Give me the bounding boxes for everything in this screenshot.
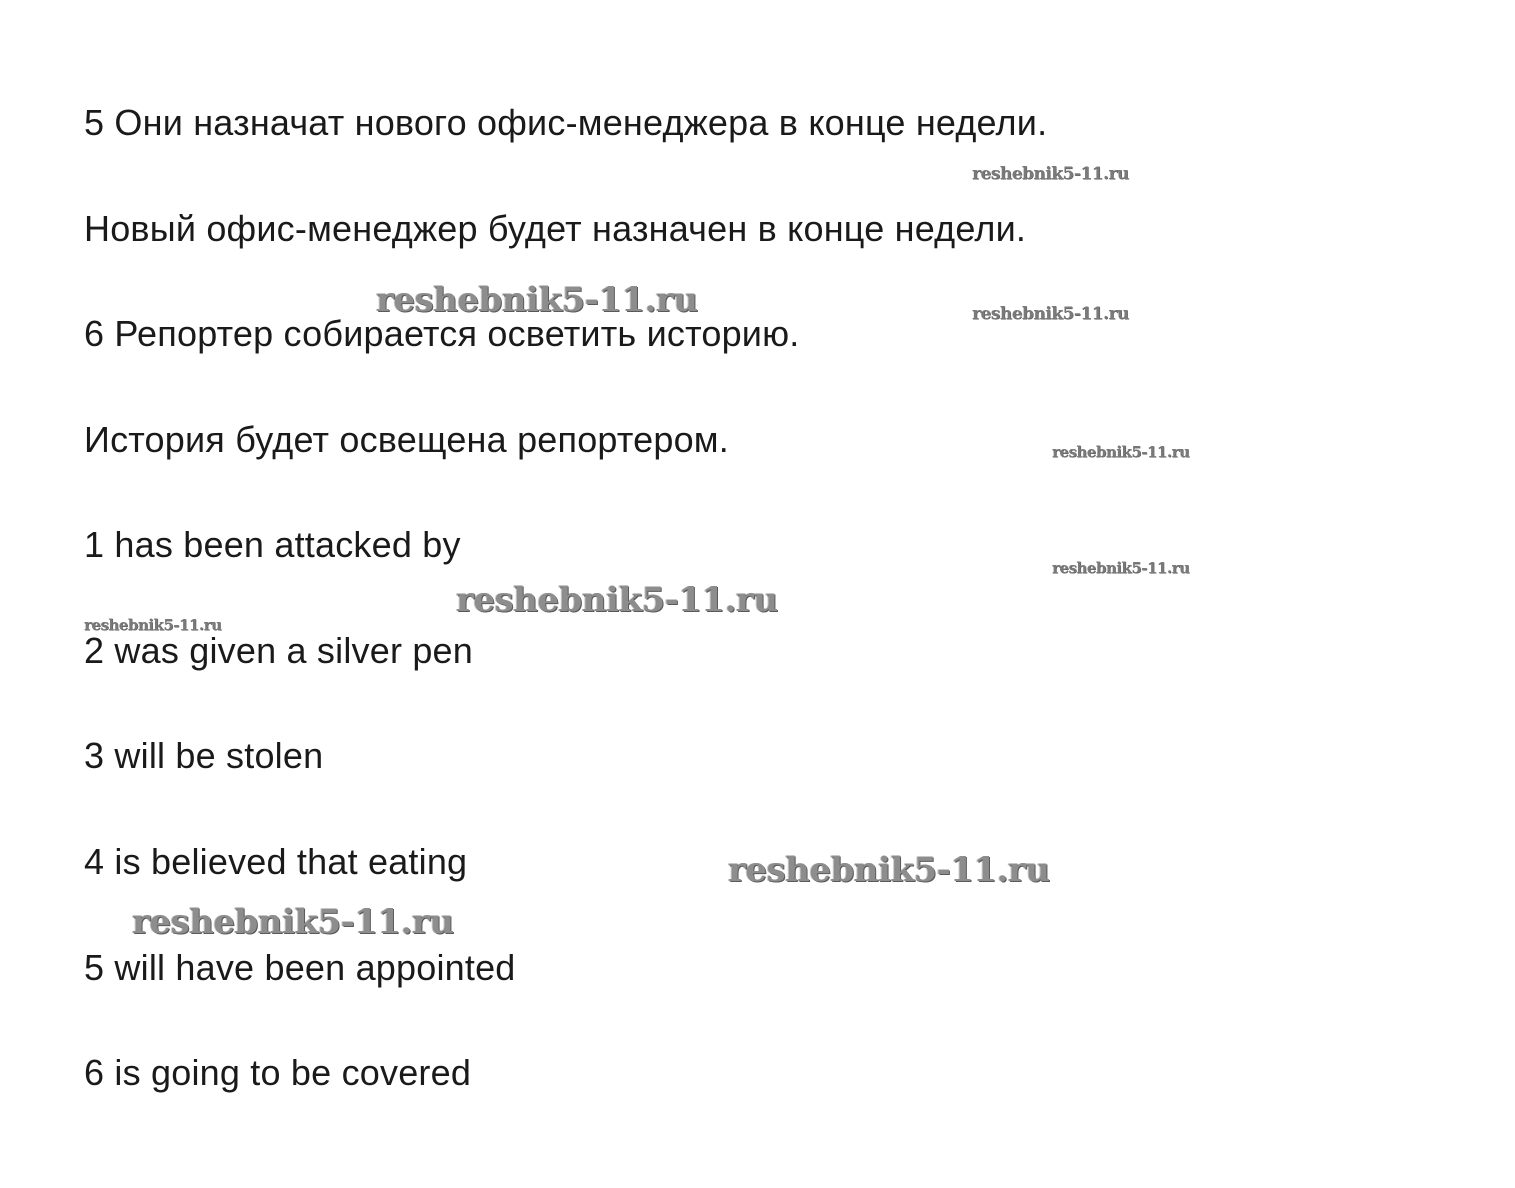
- text-line-1: 5 Они назначат нового офис-менеджера в конце недели.: [84, 102, 1048, 143]
- watermark: reshebnik5-11.ru: [84, 616, 222, 634]
- watermark: reshebnik5-11.ru: [972, 304, 1129, 324]
- watermark: reshebnik5-11.ru: [456, 580, 778, 620]
- watermark: reshebnik5-11.ru: [132, 902, 454, 942]
- watermark: reshebnik5-11.ru: [972, 164, 1129, 184]
- text-line-6: 2 was given a silver pen: [84, 630, 474, 671]
- text-line-9: 5 will have been appointed: [84, 947, 516, 988]
- watermark: reshebnik5-11.ru: [1052, 443, 1190, 461]
- watermark: reshebnik5-11.ru: [376, 280, 698, 320]
- watermark: reshebnik5-11.ru: [1052, 559, 1190, 577]
- text-line-10: 6 is going to be covered: [84, 1052, 472, 1093]
- watermark: reshebnik5-11.ru: [728, 850, 1050, 890]
- text-line-8: 4 is believed that eating: [84, 841, 468, 882]
- text-line-7: 3 will be stolen: [84, 735, 324, 776]
- text-line-2: Новый офис-менеджер будет назначен в конце недели.: [84, 208, 1027, 249]
- text-line-3: 6 Репортер собирается осветить историю.: [84, 313, 800, 354]
- text-line-5: 1 has been attacked by: [84, 524, 461, 565]
- text-line-4: История будет освещена репортером.: [84, 419, 729, 460]
